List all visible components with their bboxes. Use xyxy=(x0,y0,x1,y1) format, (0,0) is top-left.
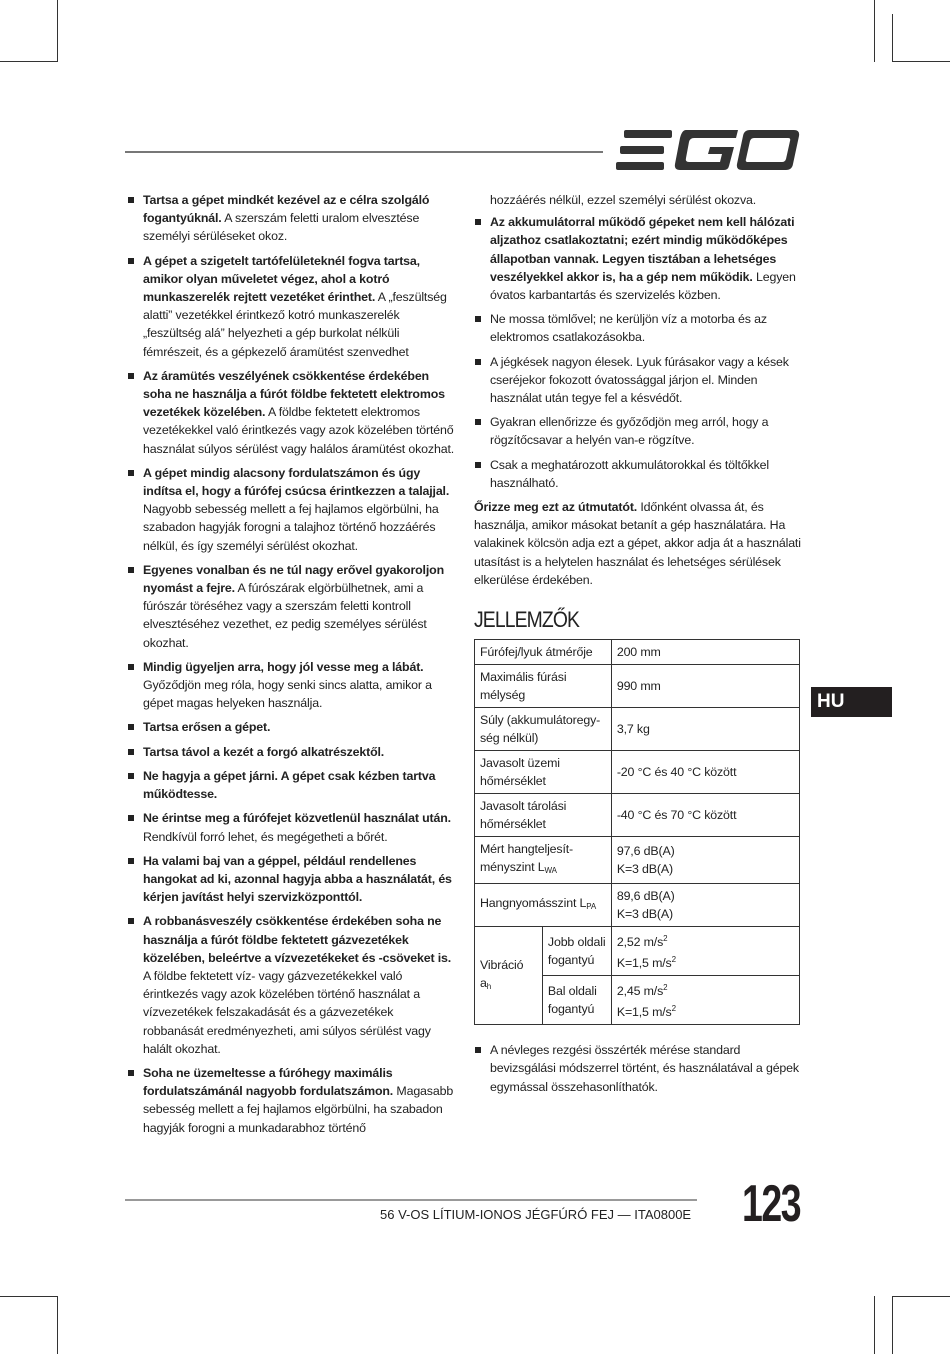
list-item xyxy=(474,456,804,492)
spec-value: 200 mm xyxy=(611,640,799,665)
list-item xyxy=(127,367,457,458)
section-heading: JELLEMZŐK xyxy=(474,607,580,633)
list-item-bold: Tartsa a gépet mindkét kezével az e célra szolgáló fogantyúknál. xyxy=(143,193,430,226)
spec-value-line xyxy=(617,951,794,972)
list-item xyxy=(474,413,804,449)
spec-sublabel: Jobb oldali fogantyú xyxy=(542,927,611,976)
superscript: 2 xyxy=(671,1004,676,1014)
list-item-text: A fúrószárak elgörbülhetnek, ami a fúrószár töréséhez vagy a szerszám feletti kontroll elvesztéséhez vezethet, ez pedig személyes sérülést okozhat. xyxy=(143,581,427,650)
spec-label: Súly (akkumulátoregy-ség nélkül) xyxy=(475,708,612,751)
spec-value: 990 mm xyxy=(611,665,799,708)
spec-table xyxy=(474,639,800,1025)
right-list xyxy=(474,213,804,492)
spec-value: -20 °C és 40 °C között xyxy=(611,751,799,794)
spec-value-line: 89,6 dB(A) xyxy=(616,889,675,904)
crop-mark xyxy=(57,0,58,62)
list-item-text: A jégkések nagyon élesek. Lyuk fúrásakor vagy a kések cseréjekor fokozott óvatossággal járjon el. Minden használat után tegye fel a késvédőt. xyxy=(490,354,789,406)
table-row xyxy=(475,708,800,751)
spec-label: Javasolt üzemi hőmérséklet xyxy=(475,751,612,794)
table-row xyxy=(475,665,800,708)
table-row xyxy=(475,927,800,976)
list-item xyxy=(127,852,457,907)
list-item xyxy=(127,464,457,555)
list-item-text: A földbe fektetett víz- vagy gázvezetékekkel való érintkezés vagy azok közelében történő használat a vízvezetékek felszakadását és a gázvezetékek robbanását eredményezheti, ami súlyos sérülést vagy halált okozhat. xyxy=(143,968,431,1056)
list-item xyxy=(127,767,457,803)
spec-sublabel: Bal oldali fogantyú xyxy=(542,976,611,1025)
superscript: 2 xyxy=(671,955,676,965)
crop-mark xyxy=(892,1296,950,1297)
subscript: WA xyxy=(544,866,557,876)
value-text: K=1,5 m/s xyxy=(616,956,672,971)
spec-value-line: K=3 dB(A) xyxy=(616,907,673,922)
list-item xyxy=(474,213,804,304)
keep-manual-paragraph xyxy=(474,498,804,589)
ego-logo xyxy=(616,128,800,172)
list-item-bold: Az áramütés veszélyének csökkentése érdekében soha ne használja a fúrót földbe fektetett elektromos vezetékek közelében. xyxy=(143,368,445,420)
table-row xyxy=(475,794,800,837)
list-item-text: Gyakran ellenőrizze és győződjön meg arról, hogy a rögzítőcsavar a helyén van-e rögzítve. xyxy=(490,415,769,448)
header-rule xyxy=(125,151,603,153)
list-item-text: A szerszám feletti uralom elvesztése személyi sérüléseket okoz. xyxy=(143,211,420,244)
list-item-bold: Tartsa távol a kezét a forgó alkatrészektől. xyxy=(143,744,385,759)
list-item-bold: Tartsa erősen a gépet. xyxy=(143,720,271,735)
crop-mark xyxy=(874,1296,875,1354)
list-item-text: Legyen óvatos karbantartás és szervizelés közben. xyxy=(490,269,796,303)
list-item xyxy=(127,1064,457,1137)
crop-mark xyxy=(0,61,58,62)
list-item-text: Ne mossa tömlővel; ne kerüljön víz a motorba és az elektromos csatlakozásokba. xyxy=(490,312,767,345)
spec-label: Fúrófej/lyuk átmérője xyxy=(475,640,612,665)
value-text: 2,45 m/s xyxy=(616,984,664,999)
table-row xyxy=(475,884,800,927)
page-number: 123 xyxy=(742,1175,801,1233)
list-item xyxy=(474,310,804,346)
list-item-bold: A gépet a szigetelt tartófelületeknél fogva tartsa, amikor olyan műveletet végez, ahol a kotró munkaszerelék rejtett vezetéket érinthet. xyxy=(143,253,420,305)
list-item-text: Nagyobb sebesség mellett a fej hajlamos elgörbülni, ha szabadon hagyják forogni a talajhoz történő hozzáérés nélkül, és így személyi sérülést okozhat. xyxy=(143,502,439,553)
spec-label xyxy=(475,837,612,884)
spec-label-text: Mért hangteljesít-ményszint L xyxy=(480,842,574,875)
list-item xyxy=(127,252,457,361)
list-item-bold: Mindig ügyeljen arra, hogy jól vesse meg a lábát. xyxy=(143,659,424,674)
list-item xyxy=(127,809,457,845)
table-row xyxy=(475,837,800,884)
spec-value: 3,7 kg xyxy=(611,708,799,751)
crop-mark xyxy=(57,1296,58,1354)
spec-value: -40 °C és 70 °C között xyxy=(611,794,799,837)
spec-label xyxy=(475,884,612,927)
spec-value-line: K=3 dB(A) xyxy=(616,862,673,877)
spec-value xyxy=(611,927,799,976)
list-item-text: A „feszültség alatti” vezetékkel érintkező kotró munkaszerelék „feszültség alá” helyezheti a gép burkolat nélküli fémrészeit, és a gépkezelő áramütést szenvedhet xyxy=(143,290,447,359)
list-item xyxy=(127,912,457,1058)
footer-rule xyxy=(125,1199,697,1201)
value-text: 2,52 m/s xyxy=(616,935,664,950)
crop-mark xyxy=(874,0,875,62)
list-item-bold: Az akkumulátorral működő gépeket nem kell hálózati aljzathoz csatlakoztatni; ezért mindig működőképes állapotban vannak. Legyen tisztában a lehetséges veszélyekkel akkor is, ha a gép nem működik. xyxy=(490,215,795,284)
list-item-bold: Soha ne üzemeltesse a fúróhegy maximális fordulatszámánál nagyobb fordulatszámon. xyxy=(143,1065,394,1099)
list-item-text: Rendkívül forró lehet, és megégetheti a bőrét. xyxy=(143,829,388,844)
superscript: 2 xyxy=(663,983,668,993)
spec-value-line: 97,6 dB(A) xyxy=(616,844,675,859)
language-tab: HU xyxy=(811,687,892,717)
subscript: PA xyxy=(586,902,597,912)
continuation-text: hozzáérés nélkül, ezzel személyi sérülést okozva. xyxy=(490,193,757,207)
crop-mark xyxy=(0,1296,58,1297)
list-item-bold: Ne érintse meg a fúrófejet közvetlenül használat után. xyxy=(143,811,451,826)
spec-label: Javasolt tárolási hőmérséklet xyxy=(475,794,612,837)
list-item-text: Győződjön meg róla, hogy senki sincs alatta, amikor a gépet magas helyeken használja. xyxy=(143,678,432,711)
value-text: K=1,5 m/s xyxy=(616,1005,672,1020)
spec-value xyxy=(611,976,799,1025)
table-row xyxy=(475,751,800,794)
spec-label xyxy=(475,927,543,1025)
spec-value-line xyxy=(617,930,794,951)
list-item xyxy=(127,718,457,736)
crop-mark xyxy=(892,61,950,62)
crop-mark xyxy=(892,14,893,62)
right-column xyxy=(474,191,804,1102)
list-item xyxy=(127,191,457,246)
footer-title: 56 V-OS LÍTIUM-IONOS JÉGFÚRÓ FEJ — ITA0800E xyxy=(380,1207,692,1222)
subscript: h xyxy=(486,981,492,991)
spec-value xyxy=(611,884,799,927)
spec-value-line xyxy=(617,1000,794,1021)
list-item-bold: A robbanásveszély csökkentése érdekében soha ne használja a fúrót földbe fektetett gázvezetékek közelében, beleértve a vízvezetékeket és -csöveket is. xyxy=(143,914,452,965)
spec-label-text: Vibráció a xyxy=(480,957,524,990)
list-item xyxy=(127,561,457,652)
list-item-text: Csak a meghatározott akkumulátorokkal és töltőkkel használható. xyxy=(490,457,769,490)
list-item-text: A földbe fektetett elektromos vezetékekkel való érintkezés vagy azok közelében történő használat súlyos sérülést vagy halálos áramütést okozhat. xyxy=(143,405,455,456)
list-item-bold: A gépet mindig alacsony fordulatszámon és úgy indítsa el, hogy a fúrófej csúcsa érintkezzen a talajjal. xyxy=(143,465,450,499)
list-item-bold: Egyenes vonalban és ne túl nagy erővel gyakoroljon nyomást a fejre. xyxy=(143,562,444,596)
spec-value-line xyxy=(617,979,794,1000)
spec-value xyxy=(611,837,799,884)
superscript: 2 xyxy=(663,934,668,944)
list-item xyxy=(474,353,804,408)
list-item xyxy=(127,658,457,713)
list-item-text: Magasabb sebesség mellett a fej hajlamos elgörbülni, ha szabadon hagyják forogni a munkadarabhoz történő xyxy=(143,1084,454,1135)
spec-label: Maximális fúrási mélység xyxy=(475,665,612,708)
list-item-bold: Ha valami baj van a géppel, például rendellenes hangokat ad ki, azonnal hagyja abba a használatát, és kérjen javítást helyi szervizközponttól. xyxy=(143,853,452,905)
spec-label-text: Hangnyomásszint L xyxy=(480,896,587,911)
keep-manual-bold: Őrizze meg ezt az útmutatót. xyxy=(474,500,638,515)
list-item-bold: Ne hagyja a gépet járni. A gépet csak kézben tartva működtesse. xyxy=(143,768,436,802)
list-item xyxy=(127,743,457,761)
note-item: A névleges rezgési összérték mérése standard bevizsgálási módszerrel történt, és használatával a gépek egymással összehasonlíthatók. xyxy=(474,1041,804,1096)
left-column xyxy=(127,191,457,1143)
crop-mark xyxy=(892,1296,893,1354)
table-row xyxy=(475,640,800,665)
keep-manual-text: Időnként olvassa át, és használja, amikor másokat betanít a gép használatára. Ha valakinek kölcsön adja ezt a gépet, akkor adja át a használati utasítást is a helytelen használat és lehetséges sérülések elkerülése érdekében. xyxy=(474,500,801,587)
